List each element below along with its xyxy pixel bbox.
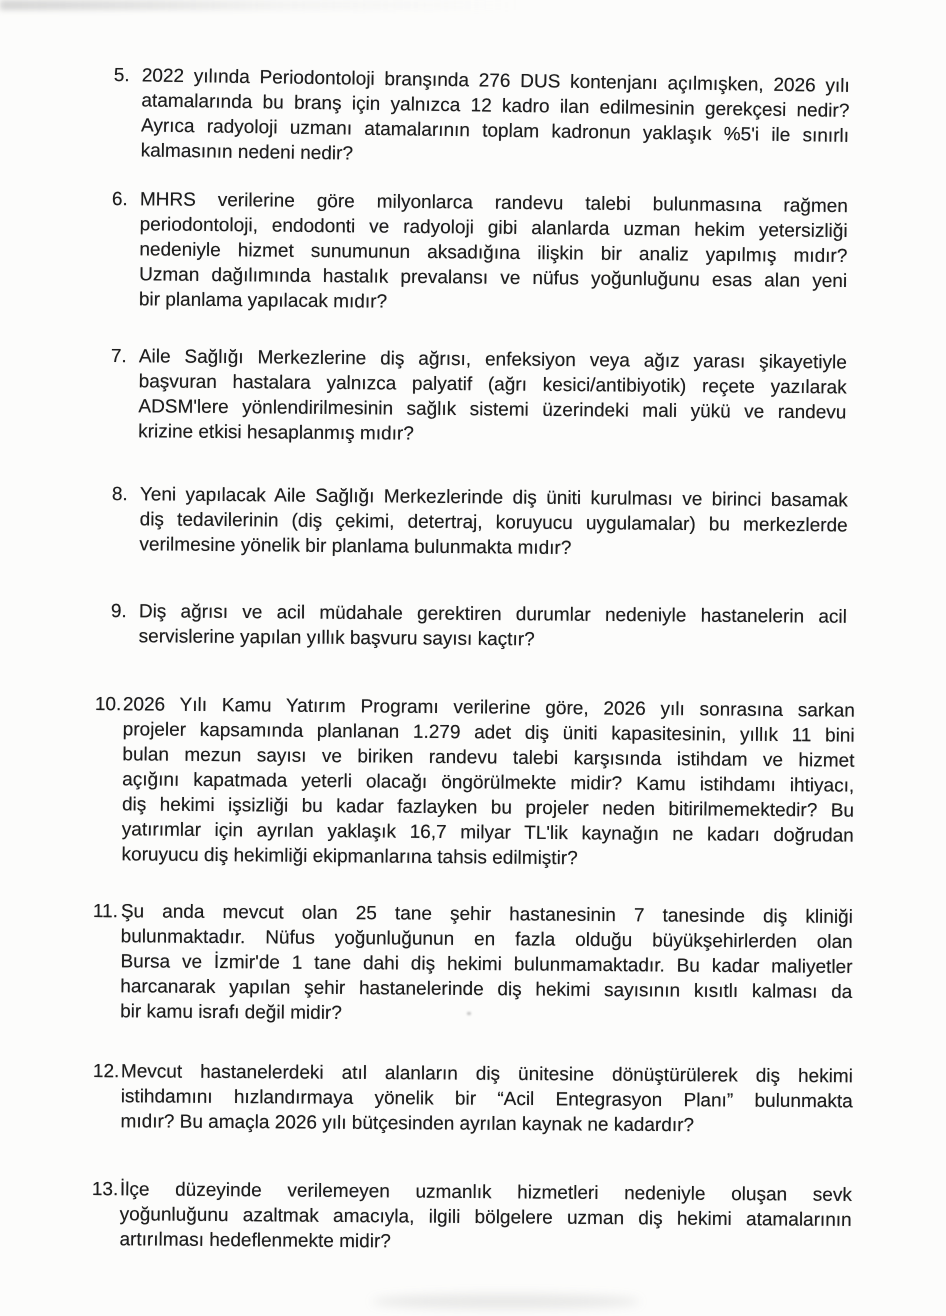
question-10 — [93, 692, 854, 874]
question-text: Mevcut hastanelerdeki atıl alanların diş ünitesine dönüştürülerek diş hekimi istihdamını hızlandırmaya yönelik bir “Acil Entegrasyon Planı” bulunmakta mıdır? Bu amaçla 2026 yılı bütçesinden ayrılan kaynak ne kadardır? — [120, 1061, 853, 1137]
question-number: 6. — [111, 188, 128, 211]
question-text: Aile Sağlığı Merkezlerine diş ağrısı, enfeksiyon veya ağız yarası şikayetiyle başvuran hastalara yalnızca palyatif (ağrı kesici/antibiyotik) reçete yazılarak ADSM'lere yönlendirilmesinin sağlık sistemi üzerindeki mali yükü ve randevu krizine etkisi hesaplanmış mıdır? — [138, 346, 847, 445]
question-11 — [92, 899, 853, 1030]
question-6 — [111, 187, 848, 319]
question-text: İlçe düzeyinde verilemeyen uzmanlık hizmetleri nedeniyle oluşan sevk yoğunluğunu azaltmak amacıyla, ilgili bölgelere uzman diş hekimi atamalarının artırılması hedeflenmekte midir? — [119, 1179, 852, 1253]
question-5 — [113, 63, 850, 174]
question-number: 11. — [92, 900, 118, 923]
question-text: 2022 yılında Periodontoloji branşında 276 DUS kontenjanı açılmışken, 2026 yılı atamalarında bu branş için yalnızca 12 kadro ilan edilmesinin gerekçesi nedir? Ayrıca radyoloji uzmanı atamalarının toplam kadronun yaklaşık %5'i ile sınırlı kalmasının nedeni nedir? — [140, 65, 850, 165]
question-number: 9. — [110, 600, 127, 623]
question-number: 7. — [110, 345, 127, 368]
question-8 — [111, 482, 848, 563]
question-number: 8. — [111, 483, 128, 506]
question-number: 13. — [91, 1178, 119, 1201]
scan-smudge — [372, 1294, 640, 1309]
question-text: Şu anda mevcut olan 25 tane şehir hastanesinin 7 tanesinde diş kliniği bulunmaktadır. Nüfus yoğunluğunun en fazla olduğu büyükşehirlerden olan Bursa ve İzmir'de 1 tane dahi diş hekimi bulunmamaktadır. Bu kadar maliyetler harcanarak yapılan şehir hastanelerinde diş hekimi sayısının kısıtlı kalması da bir kamu israfı değil midir? — [120, 901, 853, 1024]
question-text: MHRS verilerine göre milyonlarca randevu talebi bulunmasına rağmen periodontoloji, endodonti ve radyoloji gibi alanlarda uzman hekim yetersizliği nedeniyle hizmet sunumunun aksadığına ilişkin bir analiz yapılmış mıdır? Uzman dağılımında hastalık prevalansı ve nüfus yoğunluğunu esas alan yeni bir planlama yapılacak mıdır? — [138, 189, 848, 313]
scan-edge-shadow — [0, 0, 520, 10]
question-12 — [92, 1059, 853, 1139]
question-text: Diş ağrısı ve acil müdahale gerektiren durumlar nedeniyle hastanelerin acil servislerine yapılan yıllık başvuru sayısı kaçtır? — [138, 601, 847, 651]
question-7 — [110, 344, 847, 450]
question-number: 10. — [94, 693, 122, 716]
question-text: Yeni yapılacak Aile Sağlığı Merkezlerinde diş üniti kurulması ve birinci basamak diş tedavilerinin (diş çekimi, detertraj, koruyucu uygulamalar) bu merkezlerde verilmesine yönelik bir planlama bulunmakta mıdır? — [139, 484, 848, 560]
question-9 — [111, 599, 847, 655]
question-text: 2026 Yılı Kamu Yatırım Programı verilerine göre, 2026 yılı sonrasına sarkan projeler kapsamında planlanan 1.279 adet diş üniti kapasitesinin, yıllık 11 bini bulan mezun sayısı ve biriken randevu talebi karşısında istihdam ve hizmet açığını kapatmada yeterli olacağı öngörülmekte midir? Kamu istihdamı ihtiyacı, diş hekimi işsizliği bu kadar fazlayken bu projeler neden bitirilmemektedir? Bu yatırımlar için ayrılan yaklaşık 16,7 milyar TL'lik kaynağın ne kadarı doğrudan koruyucu diş hekimliği ekipmanlarına tahsis edilmiştir? — [121, 694, 855, 870]
question-13 — [91, 1177, 852, 1258]
question-number: 5. — [113, 64, 130, 87]
question-number: 12. — [92, 1061, 120, 1083]
